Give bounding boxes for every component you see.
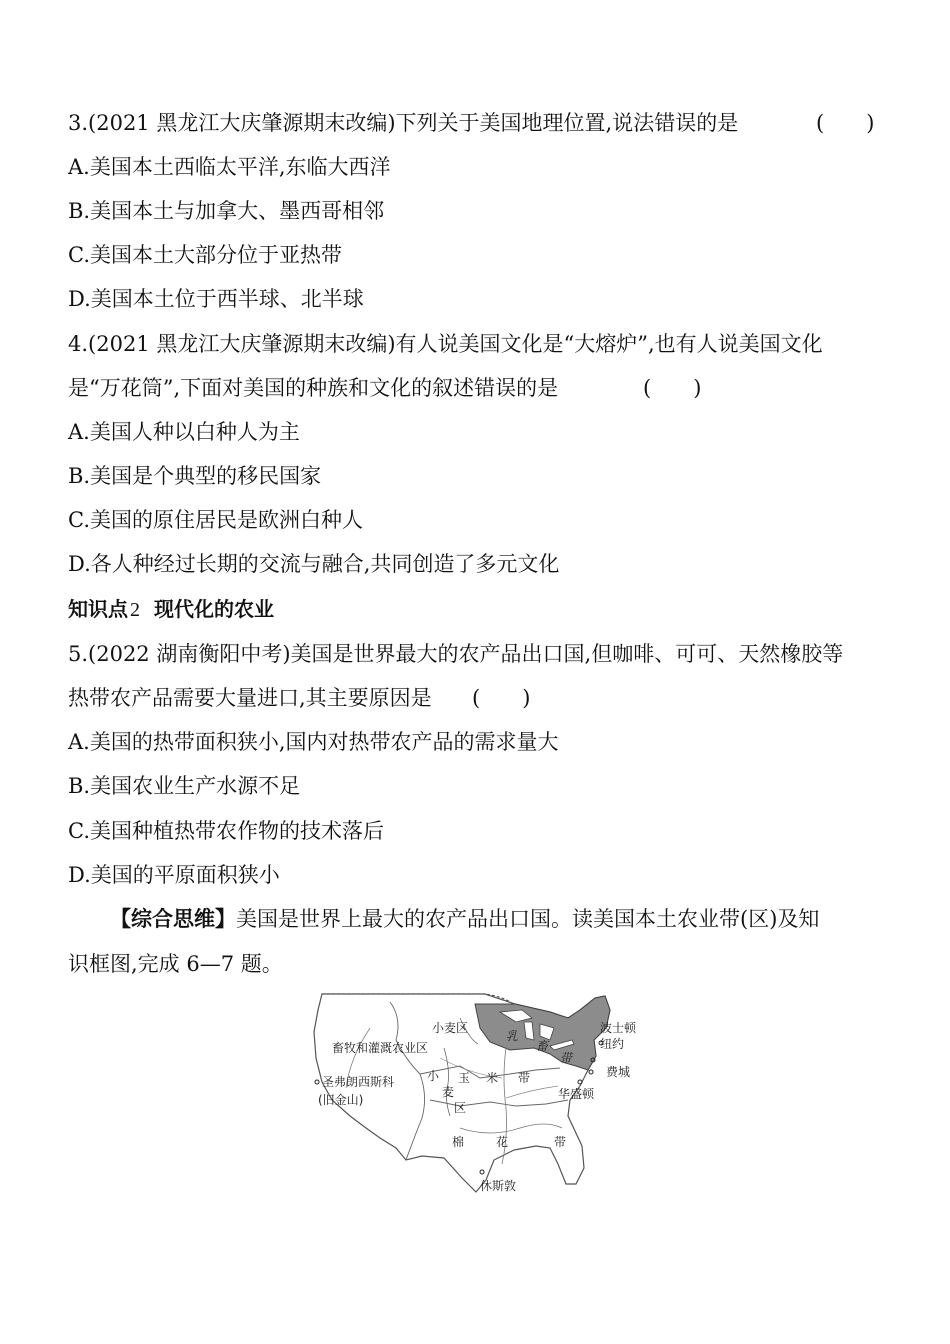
- label-newyork: 纽约: [600, 1037, 625, 1051]
- philly-dot: [589, 1070, 593, 1074]
- synthesis-line2: 识框图,完成 6—7 题。: [68, 952, 283, 976]
- q4-option-b: B.美国是个典型的移民国家: [68, 464, 322, 488]
- q4-option-c: C.美国的原住居民是欧洲白种人: [68, 508, 363, 532]
- label-wheat-north: 小麦区: [432, 1021, 469, 1035]
- q3-answer-paren[interactable]: ( ): [816, 111, 875, 135]
- q3-option-a: A.美国本土西临太平洋,东临大西洋: [68, 155, 391, 179]
- label-corn-3: 米: [486, 1071, 499, 1085]
- label-corn-4: 带: [518, 1071, 531, 1085]
- label-dairy-1: 乳: [506, 1029, 519, 1043]
- q3-option-b: B.美国本土与加拿大、墨西哥相邻: [68, 199, 385, 223]
- section-heading: [68, 595, 274, 624]
- q3-stem: 3.(2021 黑龙江大庆肇源期末改编)下列关于美国地理位置,说法错误的是: [68, 111, 739, 135]
- q5-option-d: D.美国的平原面积狭小: [68, 863, 280, 887]
- section-number: 2: [130, 599, 140, 621]
- q5-option-a: A.美国的热带面积狭小,国内对热带农产品的需求量大: [68, 730, 559, 754]
- section-title: 现代化的农业: [154, 597, 274, 621]
- synthesis-line1: [110, 905, 819, 933]
- label-philly: 费城: [606, 1065, 631, 1079]
- q5-option-c: C.美国种植热带农作物的技术落后: [68, 819, 384, 843]
- section-label: 知识点: [68, 597, 128, 621]
- q5-stem-line2: 热带农产品需要大量进口,其主要原因是: [68, 686, 432, 710]
- label-sf-2: (旧金山): [318, 1093, 364, 1107]
- label-dairy-2: 畜: [536, 1039, 549, 1053]
- label-cotton-1: 棉: [452, 1135, 465, 1149]
- synthesis-text1: 美国是世界上最大的农产品出口国。读美国本土农业带(区)及知: [236, 907, 820, 931]
- label-ranch: 畜牧和灌溉农业区: [332, 1041, 429, 1055]
- q4-answer-paren[interactable]: ( ): [643, 376, 702, 400]
- san-francisco-dot: [315, 1080, 319, 1084]
- q3-option-d: D.美国本土位于西半球、北半球: [68, 287, 364, 311]
- synthesis-tag: 【综合思维】: [110, 907, 236, 931]
- label-dairy-3: 带: [560, 1051, 573, 1065]
- q4-stem-line2: 是“万花筒”,下面对美国的种族和文化的叙述错误的是: [68, 376, 559, 400]
- us-agriculture-map: [310, 988, 650, 1203]
- q5-answer-paren[interactable]: ( ): [472, 686, 531, 710]
- label-wheat-mid-2: 区: [454, 1101, 467, 1115]
- q4-option-a: A.美国人种以白种人为主: [68, 420, 300, 444]
- label-cotton-2: 花: [496, 1135, 509, 1149]
- label-corn-1: 小: [427, 1069, 440, 1083]
- label-houston: 休斯敦: [480, 1179, 517, 1193]
- q3-option-c: C.美国本土大部分位于亚热带: [68, 243, 342, 267]
- label-sf-1: 圣弗朗西斯科: [322, 1075, 395, 1089]
- label-corn-2: 玉: [458, 1071, 471, 1085]
- q5-stem-line1: 5.(2022 湖南衡阳中考)美国是世界最大的农产品出口国,但咖啡、可可、天然橡胶等: [68, 642, 844, 666]
- q4-stem-line1: 4.(2021 黑龙江大庆肇源期末改编)有人说美国文化是“大熔炉”,也有人说美国文化: [68, 332, 823, 356]
- label-cotton-3: 带: [554, 1135, 567, 1149]
- q5-option-b: B.美国农业生产水源不足: [68, 774, 301, 798]
- label-washington: 华盛顿: [558, 1087, 595, 1101]
- label-wheat-mid-1: 麦: [442, 1085, 455, 1099]
- q4-option-d: D.各人种经过长期的交流与融合,共同创造了多元文化: [68, 552, 560, 576]
- label-boston: 波士顿: [600, 1021, 637, 1035]
